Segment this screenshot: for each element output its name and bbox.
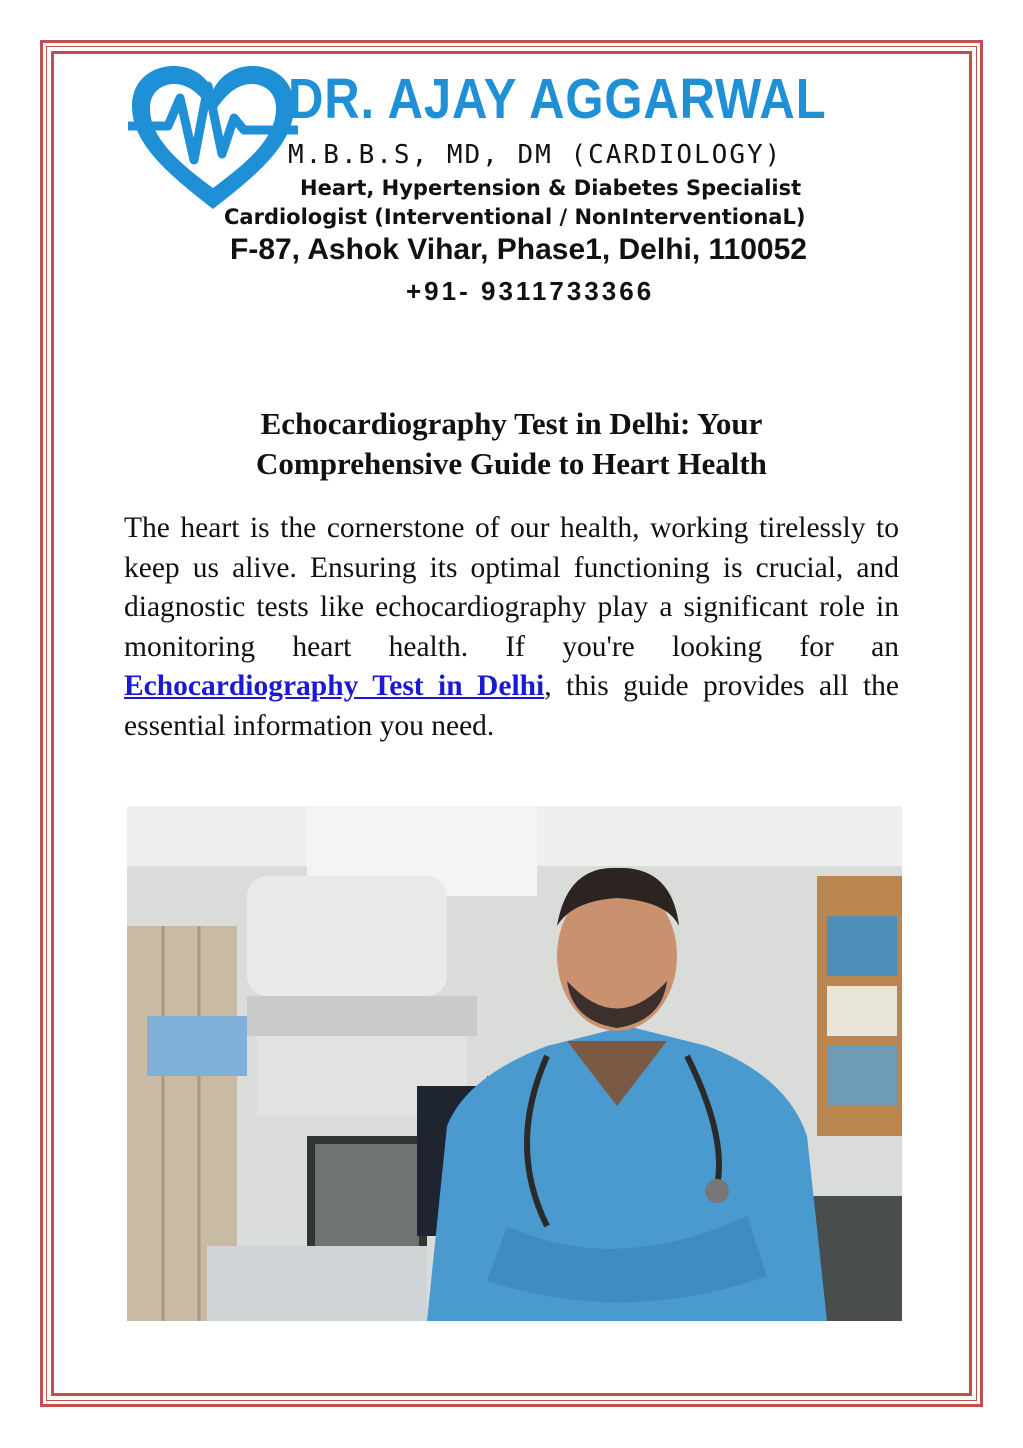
doctor-photo [127, 806, 902, 1321]
intro-paragraph [124, 509, 899, 747]
doctor-degrees: M.B.B.S, MD, DM (CARDIOLOGY) [288, 140, 783, 170]
article-title [120, 404, 903, 484]
doctor-cath-lab-photo [127, 806, 902, 1321]
clinic-address: F-87, Ashok Vihar, Phase1, Delhi, 110052 [230, 233, 807, 266]
doctor-name: DR. AJAY AGGARWAL [288, 67, 827, 131]
clinic-phone: +91- 9311733366 [406, 276, 655, 306]
doctor-cardiologist-type: Cardiologist (Interventional / NonInterventionaL) [224, 205, 806, 229]
article-title-line1: Echocardiography Test in Delhi: Your [260, 406, 763, 441]
doctor-specialty: Heart, Hypertension & Diabetes Specialist [300, 176, 802, 200]
letterhead-logo [120, 58, 910, 308]
article-title-line2: Comprehensive Guide to Heart Health [256, 446, 767, 481]
intro-text-before-link: The heart is the cornerstone of our health, working tirelessly to keep us alive. Ensuring its optimal functioning is crucial, and diagnostic tests like echocardiography play a significant role in monitoring heart health. If you're looking for an [124, 512, 899, 663]
heart-pulse-icon [128, 64, 298, 214]
intro-text-after-link: , this guide provides all the essential information you need. [124, 670, 900, 742]
echocardiography-test-link[interactable]: Echocardiography Test in Delhi [124, 670, 545, 703]
